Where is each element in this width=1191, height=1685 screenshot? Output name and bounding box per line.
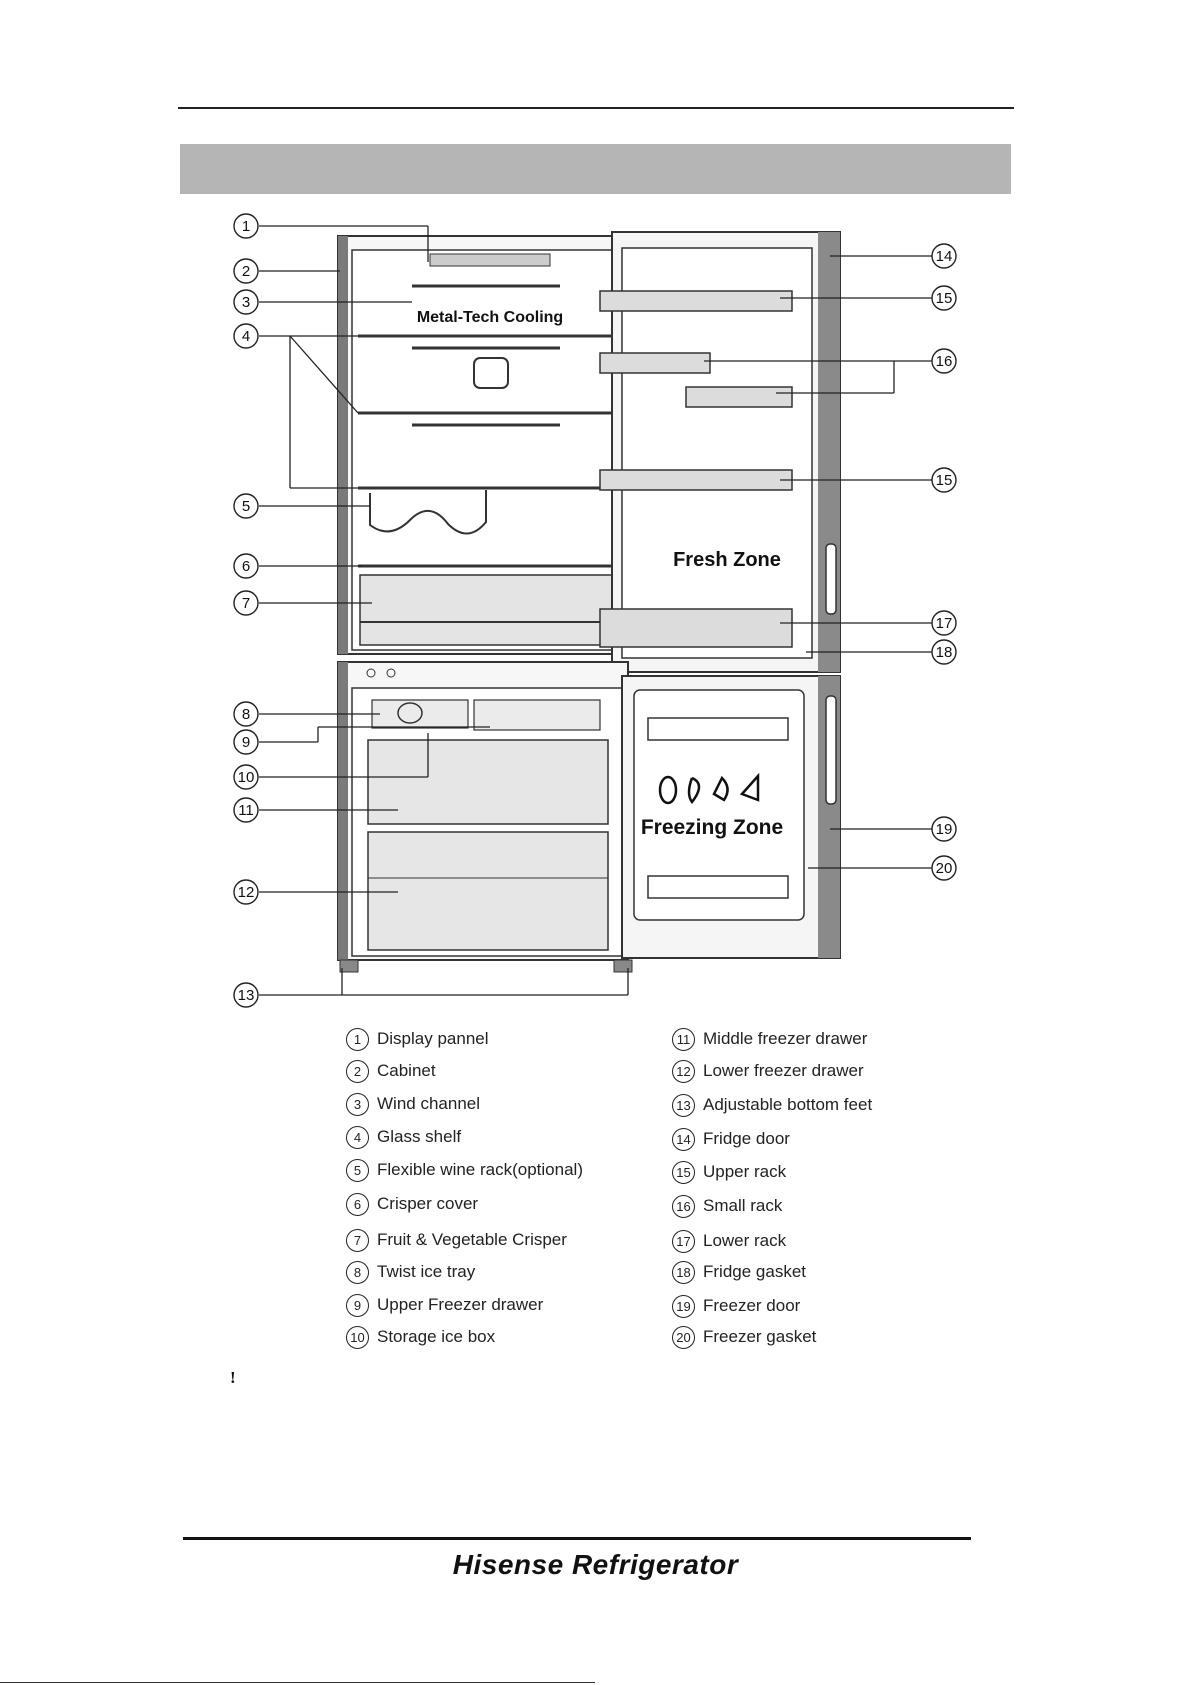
legend-item <box>672 1229 786 1253</box>
svg-text:20: 20 <box>935 860 953 877</box>
legend-item <box>672 1325 816 1349</box>
svg-text:13: 13 <box>237 987 255 1004</box>
fresh-zone-label: Fresh Zone <box>673 549 781 571</box>
legend-number: 18 <box>672 1261 695 1284</box>
fridge-cabinet <box>338 236 628 654</box>
callout-5 <box>234 494 258 518</box>
callout-12 <box>234 880 258 904</box>
legend-item <box>672 1027 867 1051</box>
legend-item <box>672 1194 782 1218</box>
legend-text: Small rack <box>703 1196 783 1215</box>
legend-text: Flexible wine rack(optional) <box>377 1160 583 1179</box>
legend-text: Upper Freezer drawer <box>377 1295 544 1314</box>
svg-text:18: 18 <box>935 644 953 661</box>
legend-number: 2 <box>346 1060 369 1083</box>
callout-1 <box>234 214 258 238</box>
legend-number: 13 <box>672 1094 695 1117</box>
legend-item <box>672 1260 806 1284</box>
svg-text:14: 14 <box>935 248 953 265</box>
legend-item <box>346 1059 436 1083</box>
legend-item <box>346 1125 461 1149</box>
legend-item <box>346 1228 567 1252</box>
svg-text:16: 16 <box>935 353 953 370</box>
callout-6 <box>234 554 258 578</box>
svg-text:1: 1 <box>241 218 251 235</box>
legend-item <box>672 1127 790 1151</box>
legend-item <box>346 1260 475 1284</box>
legend-text: Cabinet <box>377 1061 436 1080</box>
callout-9 <box>234 730 258 754</box>
svg-text:11: 11 <box>238 802 254 819</box>
svg-text:17: 17 <box>935 615 953 632</box>
callout-17 <box>932 611 956 635</box>
svg-text:10: 10 <box>237 769 255 786</box>
callout-13 <box>234 983 258 1007</box>
legend-number: 1 <box>346 1028 369 1051</box>
svg-text:9: 9 <box>241 734 251 751</box>
callout-10 <box>234 765 258 789</box>
legend-text: Freezer gasket <box>703 1327 817 1346</box>
legend-text: Display pannel <box>377 1029 489 1048</box>
svg-text:19: 19 <box>935 821 953 838</box>
legend-text: Upper rack <box>703 1162 787 1181</box>
legend-number: 4 <box>346 1126 369 1149</box>
svg-text:3: 3 <box>241 294 251 311</box>
legend-item <box>346 1192 478 1216</box>
svg-text:2: 2 <box>241 263 251 280</box>
legend-text: Freezer door <box>703 1296 801 1315</box>
legend-text: Fridge door <box>703 1129 790 1148</box>
legend-text: Lower freezer drawer <box>703 1061 864 1080</box>
legend-number: 7 <box>346 1229 369 1252</box>
metal-tech-label: Metal-Tech Cooling <box>416 309 564 326</box>
legend-item <box>672 1160 786 1184</box>
legend-text: Glass shelf <box>377 1127 462 1146</box>
freezing-zone-label: Freezing Zone <box>640 816 784 839</box>
legend-item <box>346 1293 543 1317</box>
freezer-cabinet <box>338 662 632 972</box>
svg-text:15: 15 <box>935 290 953 307</box>
callout-14 <box>932 244 956 268</box>
callout-8 <box>234 702 258 726</box>
callout-16 <box>932 349 956 373</box>
page-edge-line <box>0 1682 595 1683</box>
legend-item <box>672 1059 864 1083</box>
legend-text: Storage ice box <box>377 1327 496 1346</box>
legend-number: 17 <box>672 1230 695 1253</box>
legend-number: 19 <box>672 1295 695 1318</box>
callout-20 <box>932 856 956 880</box>
legend-number: 15 <box>672 1161 695 1184</box>
legend-text: Middle freezer drawer <box>703 1029 868 1048</box>
legend-item <box>346 1092 480 1116</box>
legend-number: 8 <box>346 1261 369 1284</box>
footer-brand: Hisense Refrigerator <box>452 1549 739 1580</box>
footer-rule <box>183 1537 971 1540</box>
callout-2 <box>234 259 258 283</box>
legend-item <box>672 1093 872 1117</box>
callout-18 <box>932 640 956 664</box>
legend-number: 3 <box>346 1093 369 1116</box>
legend-text: Adjustable bottom feet <box>703 1095 873 1114</box>
note-mark: ! <box>230 1368 236 1387</box>
callout-7 <box>234 591 258 615</box>
callout-3 <box>234 290 258 314</box>
legend-item <box>346 1325 495 1349</box>
legend-item <box>672 1294 800 1318</box>
legend-text: Lower rack <box>703 1231 787 1250</box>
svg-text:8: 8 <box>241 706 251 723</box>
legend-number: 11 <box>672 1028 695 1051</box>
legend-text: Fridge gasket <box>703 1262 806 1281</box>
legend-number: 9 <box>346 1294 369 1317</box>
callout-15-upper <box>932 286 956 310</box>
svg-text:5: 5 <box>241 498 251 515</box>
callout-11 <box>234 798 258 822</box>
legend-number: 5 <box>346 1159 369 1182</box>
callout-4 <box>234 324 258 348</box>
legend-number: 16 <box>672 1195 695 1218</box>
svg-text:6: 6 <box>241 558 251 575</box>
callout-19 <box>932 817 956 841</box>
legend-number: 12 <box>672 1060 695 1083</box>
legend-number: 6 <box>346 1193 369 1216</box>
legend-text: Wind channel <box>377 1094 481 1113</box>
svg-text:7: 7 <box>241 595 251 612</box>
legend-number: 20 <box>672 1326 695 1349</box>
legend-text: Twist ice tray <box>377 1262 476 1281</box>
legend-text: Fruit & Vegetable Crisper <box>377 1230 567 1249</box>
legend-number: 14 <box>672 1128 695 1151</box>
svg-text:4: 4 <box>241 328 251 345</box>
legend-item <box>346 1158 583 1182</box>
callout-15-lower <box>932 468 956 492</box>
legend-text: Crisper cover <box>377 1194 479 1213</box>
svg-text:12: 12 <box>237 884 255 901</box>
legend-number: 10 <box>346 1326 369 1349</box>
legend-item <box>346 1027 489 1051</box>
svg-text:15: 15 <box>935 472 953 489</box>
